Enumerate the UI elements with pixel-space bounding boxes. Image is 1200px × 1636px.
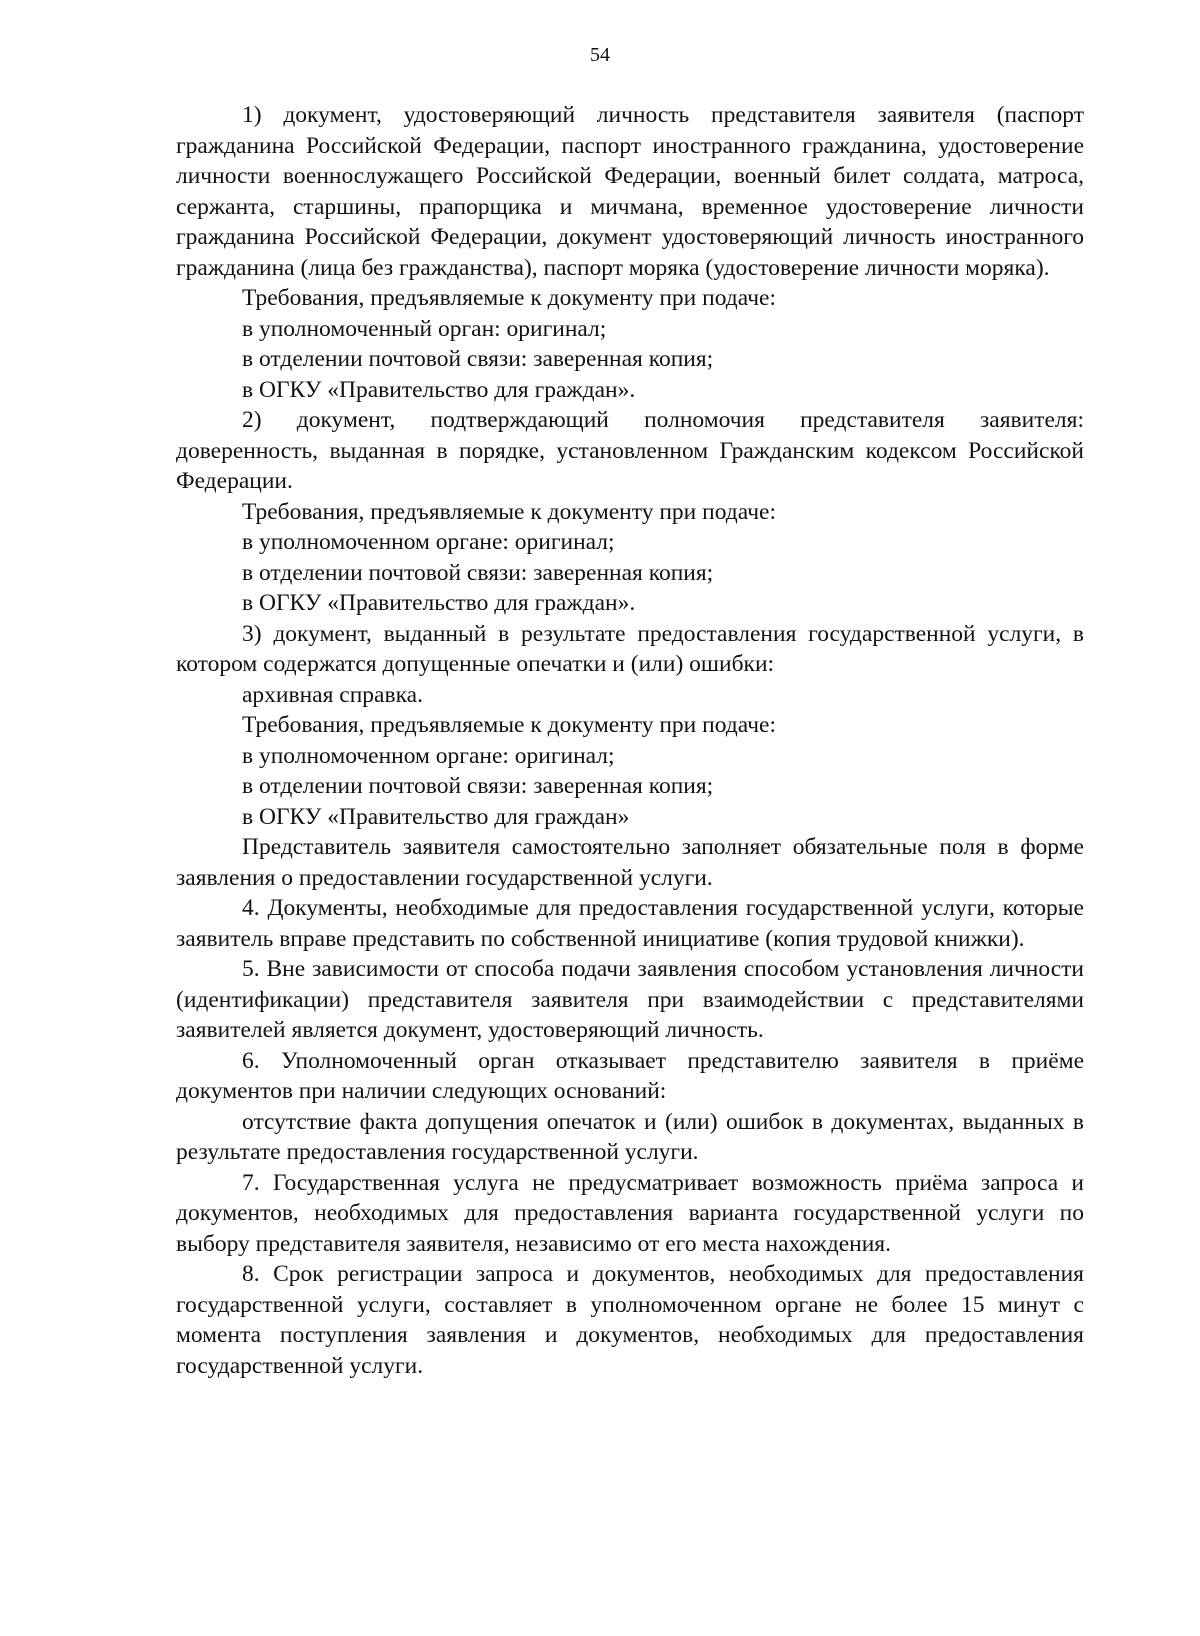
- paragraph-requirement-line: в отделении почтовой связи: заверенная копия;: [242, 346, 714, 372]
- paragraph-requirements: Требования, предъявляемые к документу при подаче:: [242, 498, 776, 525]
- paragraph-refusal-ground: отсутствие факта допущения опечаток и (или) ошибок в документах, выданных в результате предоставления государственной услуги.: [176, 1108, 1084, 1165]
- paragraph-point-8: 8. Срок регистрации запроса и документов, необходимых для предоставления государственной услуги, составляет в уполномоченном органе не более 15 минут с момента поступления заявления и документов, необходимых для предоставления государственной услуги.: [176, 1261, 1084, 1379]
- paragraph-requirement-line: в ОГКУ «Правительство для граждан».: [242, 376, 636, 403]
- paragraph-requirement-line: в уполномоченном органе: оригинал;: [242, 742, 615, 769]
- paragraph-item-2: 2) документ, подтверждающий полномочия представителя заявителя: доверенность, выданная в порядке, установленном Гражданским кодексом Российской Федерации.: [176, 407, 1084, 494]
- paragraph-point-4: 4. Документы, необходимые для предоставления государственной услуги, которые заявитель вправе представить по собственной инициативе (копия трудовой книжки).: [176, 895, 1084, 952]
- paragraph-requirement-line: в уполномоченном органе: оригинал;: [242, 529, 615, 555]
- paragraph-item-3: 3) документ, выданный в результате предоставления государственной услуги, в котором содержатся допущенные опечатки и (или) ошибки:: [176, 620, 1084, 677]
- paragraph-point-5: 5. Вне зависимости от способа подачи заявления способом установления личности (идентификации) представителя заявителя при взаимодействии с представителями заявителей является документ, удостоверяющий личность.: [176, 956, 1084, 1043]
- paragraph-requirements: Требования, предъявляемые к документу при подаче:: [242, 285, 776, 311]
- paragraph-requirement-line: в отделении почтовой связи: заверенная копия;: [242, 559, 714, 586]
- page-number: 54: [590, 44, 610, 66]
- paragraph-requirements: Требования, предъявляемые к документу при подаче:: [242, 712, 776, 738]
- paragraph-requirement-line: в отделении почтовой связи: заверенная копия;: [242, 773, 714, 799]
- paragraph-requirement-line: в ОГКУ «Правительство для граждан».: [242, 590, 636, 616]
- paragraph-point-6: 6. Уполномоченный орган отказывает представителю заявителя в приёме документов при наличии следующих оснований:: [176, 1047, 1084, 1104]
- paragraph-requirement-line: в уполномоченный орган: оригинал;: [242, 315, 607, 342]
- document-body: [176, 100, 1084, 1381]
- paragraph-representative: Представитель заявителя самостоятельно заполняет обязательные поля в форме заявления о предоставлении государственной услуги.: [176, 834, 1084, 891]
- paragraph-archive-note: архивная справка.: [242, 681, 423, 708]
- paragraph-item-1: 1) документ, удостоверяющий личность представителя заявителя (паспорт гражданина Российской Федерации, паспорт иностранного гражданина, удостоверение личности военнослужащего Российской Федерации, военный билет солдата, матроса, сержанта, старшины, прапорщика и мичмана, временное удостоверение личности гражданина Российской Федерации, документ удостоверяющий личность иностранного гражданина (лица без гражданства), паспорт моряка (удостоверение личности моряка).: [176, 102, 1084, 281]
- paragraph-requirement-line: в ОГКУ «Правительство для граждан»: [242, 803, 630, 830]
- paragraph-point-7: 7. Государственная услуга не предусматривает возможность приёма запроса и документов, необходимых для предоставления варианта государственной услуги по выбору представителя заявителя, независимо от его места нахождения.: [176, 1169, 1084, 1257]
